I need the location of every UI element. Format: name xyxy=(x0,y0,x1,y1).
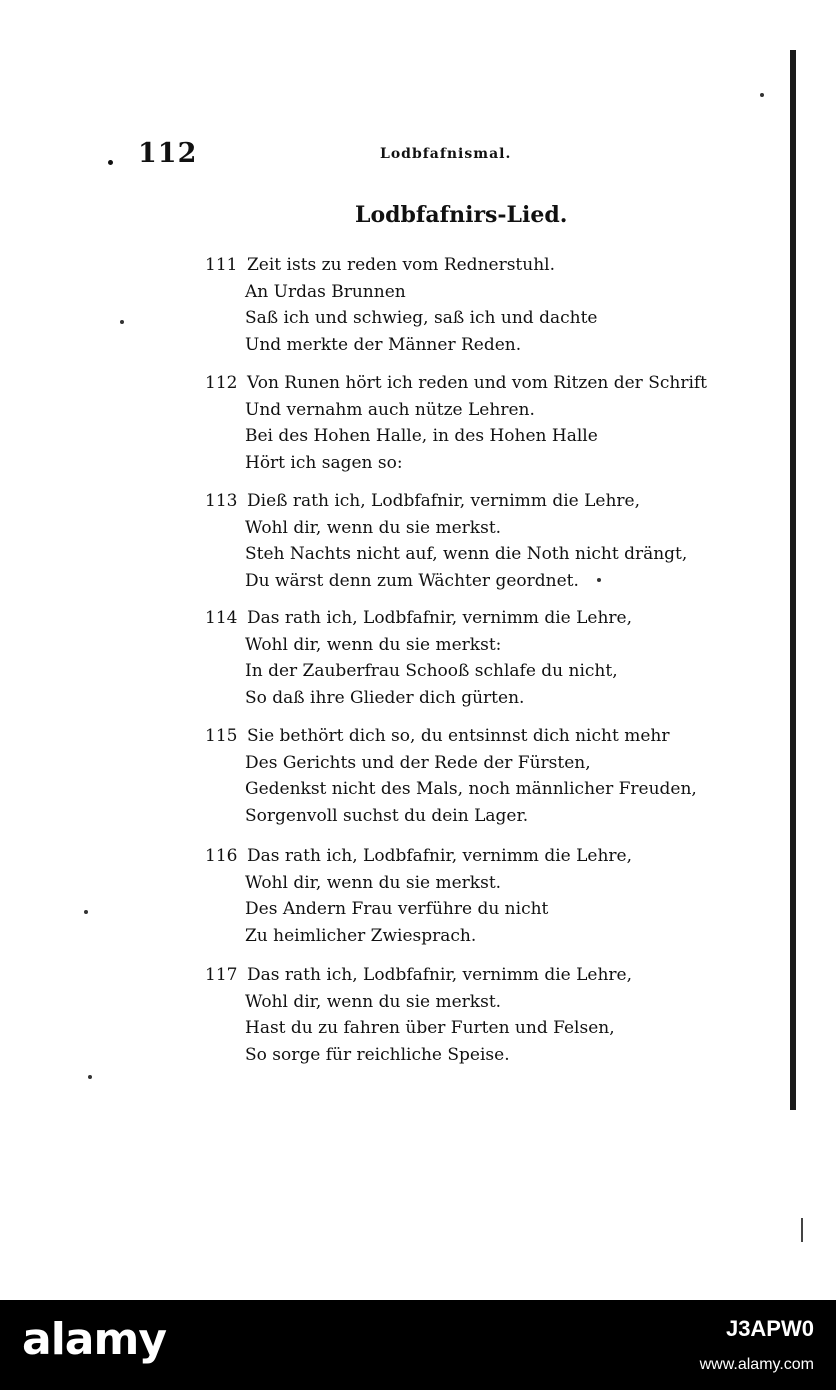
stanza-lines xyxy=(245,370,725,476)
verse-line: In der Zauberfrau Schooß schlafe du nicht, xyxy=(245,661,618,681)
scan-speck xyxy=(597,578,601,582)
margin-dot xyxy=(108,160,113,165)
verse-line: Hört ich sagen so: xyxy=(245,452,403,473)
stanza-number: 116 xyxy=(205,846,238,866)
verse-line: Saß ich und schwieg, saß ich und dachte xyxy=(245,308,598,328)
verse-line: Das rath ich, Lodbfafnir, vernimm die Lehre, xyxy=(247,608,633,628)
verse-line: Wohl dir, wenn du sie merkst: xyxy=(245,634,502,655)
stanza-lines xyxy=(245,723,725,829)
verse-line: An Urdas Brunnen xyxy=(245,281,406,302)
stanza-lines xyxy=(245,252,725,358)
verse-line: Steh Nachts nicht auf, wenn die Noth nicht drängt, xyxy=(245,544,688,564)
verse-line: Von Runen hört ich reden und vom Ritzen der Schrift xyxy=(247,373,708,393)
verse-line: Des Gerichts und der Rede der Fürsten, xyxy=(245,752,591,773)
verse-line: Das rath ich, Lodbfafnir, vernimm die Lehre, xyxy=(247,846,633,866)
verse-line: So sorge für reichliche Speise. xyxy=(245,1044,510,1065)
stanza-number: 113 xyxy=(205,491,238,511)
verse-line: Und vernahm auch nütze Lehren. xyxy=(245,399,535,420)
stanza-number: 114 xyxy=(205,608,238,628)
verse-line: Des Andern Frau verführe du nicht xyxy=(245,899,549,919)
section-title: Lodbfafnirs-Lied. xyxy=(355,202,568,228)
stanza-number: 117 xyxy=(205,965,238,985)
page-edge-mark xyxy=(801,1218,803,1242)
stanza-lines xyxy=(245,843,725,949)
verse-line: Hast du zu fahren über Furten und Felsen, xyxy=(245,1018,615,1038)
stanza-number: 112 xyxy=(205,373,238,393)
stock-id: J3APW0 xyxy=(725,1316,814,1341)
verse-line: Bei des Hohen Halle, in des Hohen Halle xyxy=(245,426,598,446)
verse-line: Zeit ists zu reden vom Rednerstuhl. xyxy=(247,255,555,275)
verse-line: So daß ihre Glieder dich gürten. xyxy=(245,687,525,708)
page-edge-rule xyxy=(790,50,796,1110)
brand-logo: alamy xyxy=(22,1314,166,1365)
scan-speck xyxy=(84,910,88,914)
verse-line: Zu heimlicher Zwiesprach. xyxy=(245,925,477,946)
verse-line: Und merkte der Männer Reden. xyxy=(245,334,522,355)
verse-line: Wohl dir, wenn du sie merkst. xyxy=(245,517,502,538)
scan-speck xyxy=(760,93,764,97)
stanza-lines xyxy=(245,488,725,594)
verse-line: Sie bethört dich so, du entsinnst dich nicht mehr xyxy=(247,726,670,746)
stanza-lines xyxy=(245,962,725,1068)
site-url: www.alamy.com xyxy=(699,1356,814,1373)
page-number: 112 xyxy=(138,138,198,169)
running-head: Lodbfafnismal. xyxy=(380,146,512,162)
watermark-footer xyxy=(0,1300,836,1390)
verse-line: Du wärst denn zum Wächter geordnet. xyxy=(245,570,579,591)
verse-line: Wohl dir, wenn du sie merkst. xyxy=(245,991,502,1012)
verse-line: Dieß rath ich, Lodbfafnir, vernimm die Lehre, xyxy=(247,491,641,511)
scan-speck xyxy=(120,320,124,324)
stanza-lines xyxy=(245,605,725,711)
verse-line: Das rath ich, Lodbfafnir, vernimm die Lehre, xyxy=(247,965,633,985)
verse-line: Gedenkst nicht des Mals, noch männlicher Freuden, xyxy=(245,779,697,799)
stanza-number: 111 xyxy=(205,255,238,275)
scan-speck xyxy=(88,1075,92,1079)
stanza-number: 115 xyxy=(205,726,238,746)
verse-line: Wohl dir, wenn du sie merkst. xyxy=(245,872,502,893)
verse-line: Sorgenvoll suchst du dein Lager. xyxy=(245,805,529,826)
